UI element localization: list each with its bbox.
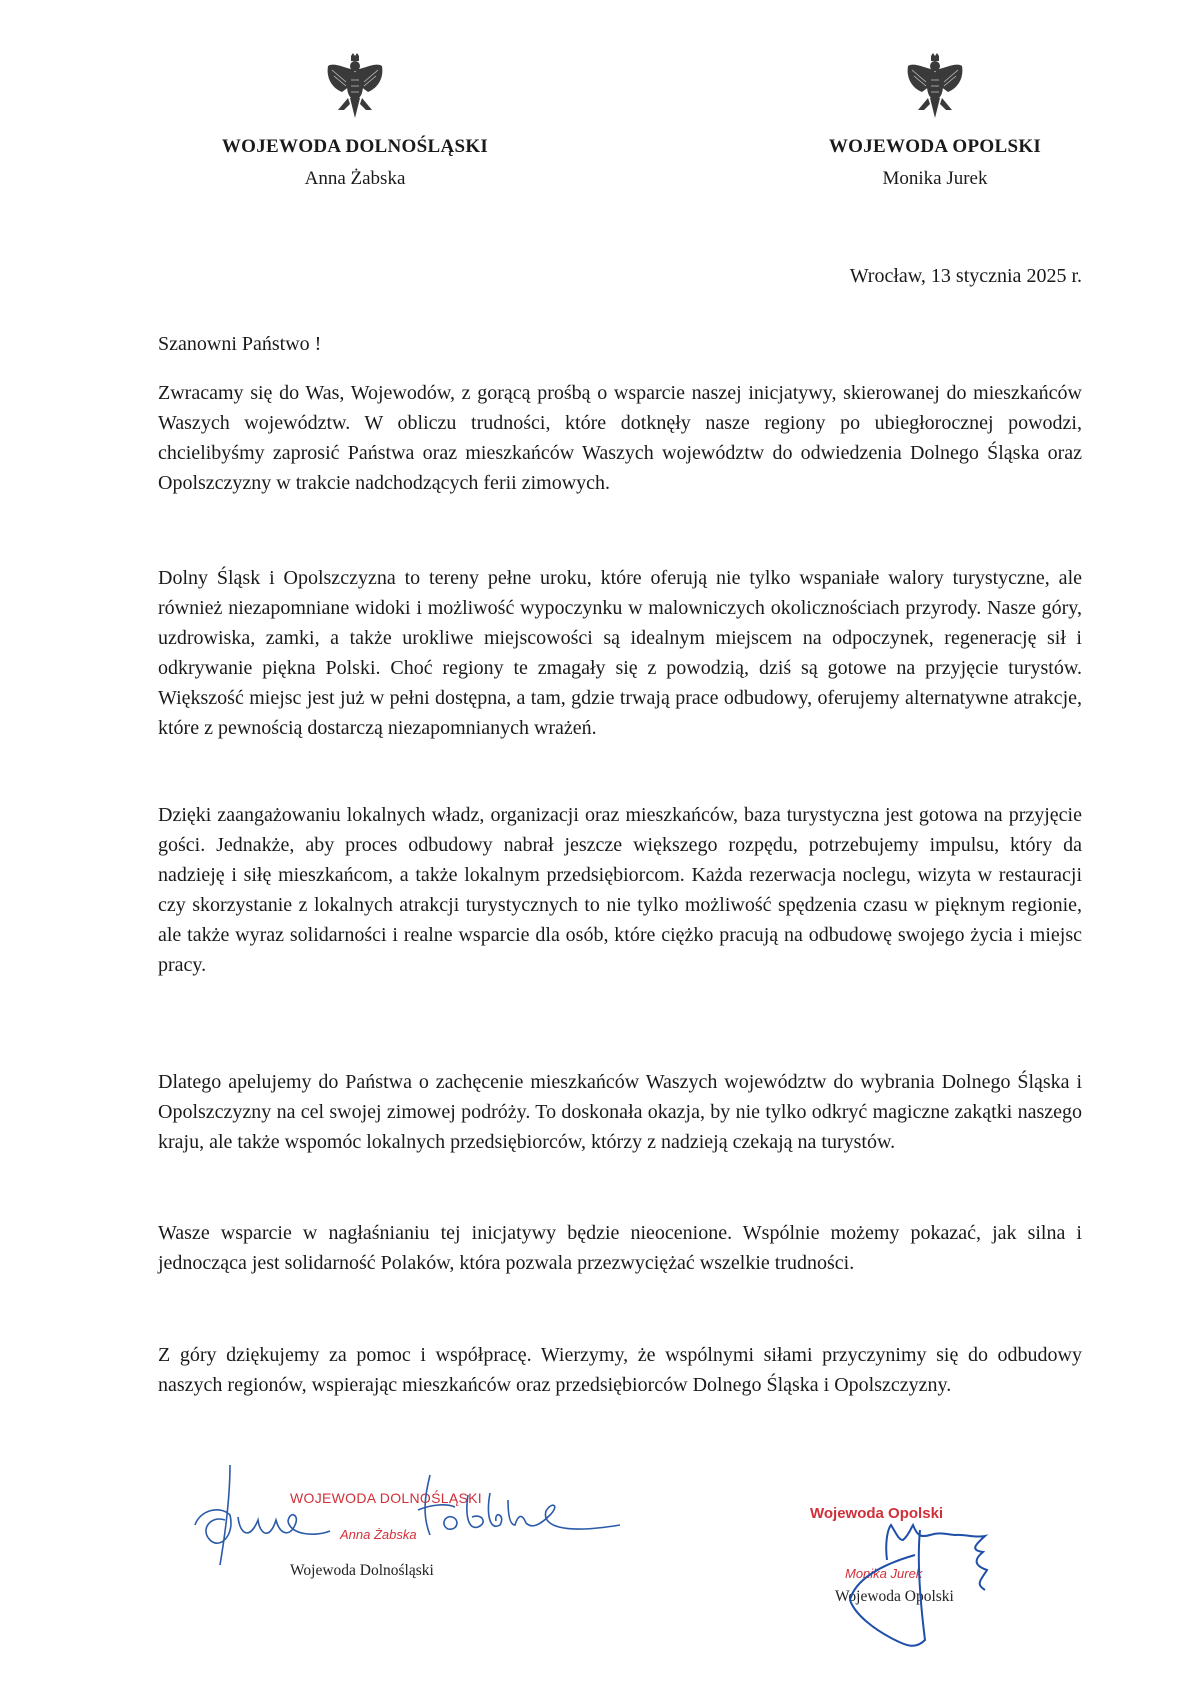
stamp-right-title: Wojewoda Opolski <box>810 1505 944 1522</box>
body-paragraph-3: Dzięki zaangażowaniu lokalnych władz, organizacji oraz mieszkańców, baza turystyczna jest gotowa na przyjęcie gości. Jednakże, aby proces odbudowy nabrał jeszcze większego rozpędu, potrzebujemy impulsu, który da nadzieję i siłę mieszkańcom, a także lokalnym przedsiębiorcom. Każda rezerwacja noclegu, wizyta w restauracji czy skorzystanie z lokalnych atrakcji turystycznych to nie tylko możliwość spędzenia czasu w pięknym regionie, ale także wyraz solidarności i realne wsparcie dla osób, które ciężko pracują na odbudowę swojego życia i miejsc pracy. <box>158 804 1082 976</box>
salutation: Szanowni Państwo ! <box>158 333 322 355</box>
signature-right <box>805 1500 1045 1680</box>
header-left <box>175 52 535 190</box>
signature-left <box>190 1455 630 1655</box>
header-right-title: WOJEWODA OPOLSKI <box>828 136 1042 157</box>
header-left-title: WOJEWODA DOLNOŚLĄSKI <box>221 136 489 157</box>
polish-eagle-emblem-icon <box>324 52 386 122</box>
polish-eagle-emblem-icon <box>904 52 966 122</box>
handwritten-signature-icon <box>190 1455 630 1585</box>
date-line: Wrocław, 13 stycznia 2025 r. <box>849 265 1082 287</box>
body-paragraph-5: Wasze wsparcie w nagłaśnianiu tej inicjatywy będzie nieocenione. Wspólnie możemy pokazać, jak silna i jednocząca jest solidarność Polaków, która pozwala przezwyciężać wszelkie trudności. <box>158 1222 1082 1274</box>
signature-left-caption: Wojewoda Dolnośląski <box>290 1562 434 1579</box>
stamp-left-name: Anna Żabska <box>340 1527 417 1542</box>
signature-right-caption: Wojewoda Opolski <box>835 1588 954 1605</box>
stamp-right-name: Monika Jurek <box>845 1566 923 1581</box>
stamp-left-title: WOJEWODA DOLNOŚLĄSKI <box>290 1490 482 1506</box>
body-paragraph-1: Zwracamy się do Was, Wojewodów, z gorącą prośbą o wsparcie naszej inicjatywy, skierowanej do mieszkańców Waszych województw. W obliczu trudności, które dotknęły nasze regiony po ubiegłorocznej powodzi, chcielibyśmy zaprosić Państwa oraz mieszkańców Waszych województw do odwiedzenia Dolnego Śląska oraz Opolszczyzny w trakcie nadchodzących ferii zimowych. <box>158 382 1082 494</box>
body-paragraph-2: Dolny Śląsk i Opolszczyzna to tereny pełne uroku, które oferują nie tylko wspaniałe walory turystyczne, ale również niezapomniane widoki i możliwość wypoczynku w malowniczych okolicznościach przyrody. Nasze góry, uzdrowiska, zamki, a także urokliwe miejscowości są idealnym miejscem na odpoczynek, regenerację sił i odkrywanie piękna Polski. Choć regiony te zmagały się z powodzią, dziś są gotowe na przyjęcie turystów. Większość miejsc jest już w pełni dostępna, a tam, gdzie trwają prace odbudowy, oferujemy alternatywne atrakcje, które z pewnością dostarczą niezapomnianych wrażeń. <box>158 567 1082 739</box>
header-left-name: Anna Żabska <box>304 168 406 189</box>
header-right <box>755 52 1115 190</box>
header-right-name: Monika Jurek <box>882 168 988 189</box>
body-paragraph-6: Z góry dziękujemy za pomoc i współpracę. Wierzymy, że wspólnymi siłami przyczynimy się do odbudowy naszych regionów, wspierając mieszkańców oraz przedsiębiorców Dolnego Śląska i Opolszczyzny. <box>158 1344 1082 1396</box>
handwritten-signature-icon <box>805 1500 1045 1680</box>
body-paragraph-4: Dlatego apelujemy do Państwa o zachęcenie mieszkańców Waszych województw do wybrania Dolnego Śląska i Opolszczyzny na cel swojej zimowej podróży. To doskonała okazja, by nie tylko odkryć magiczne zakątki naszego kraju, ale także wspomóc lokalnych przedsiębiorców, którzy z nadzieją czekają na turystów. <box>158 1071 1082 1153</box>
